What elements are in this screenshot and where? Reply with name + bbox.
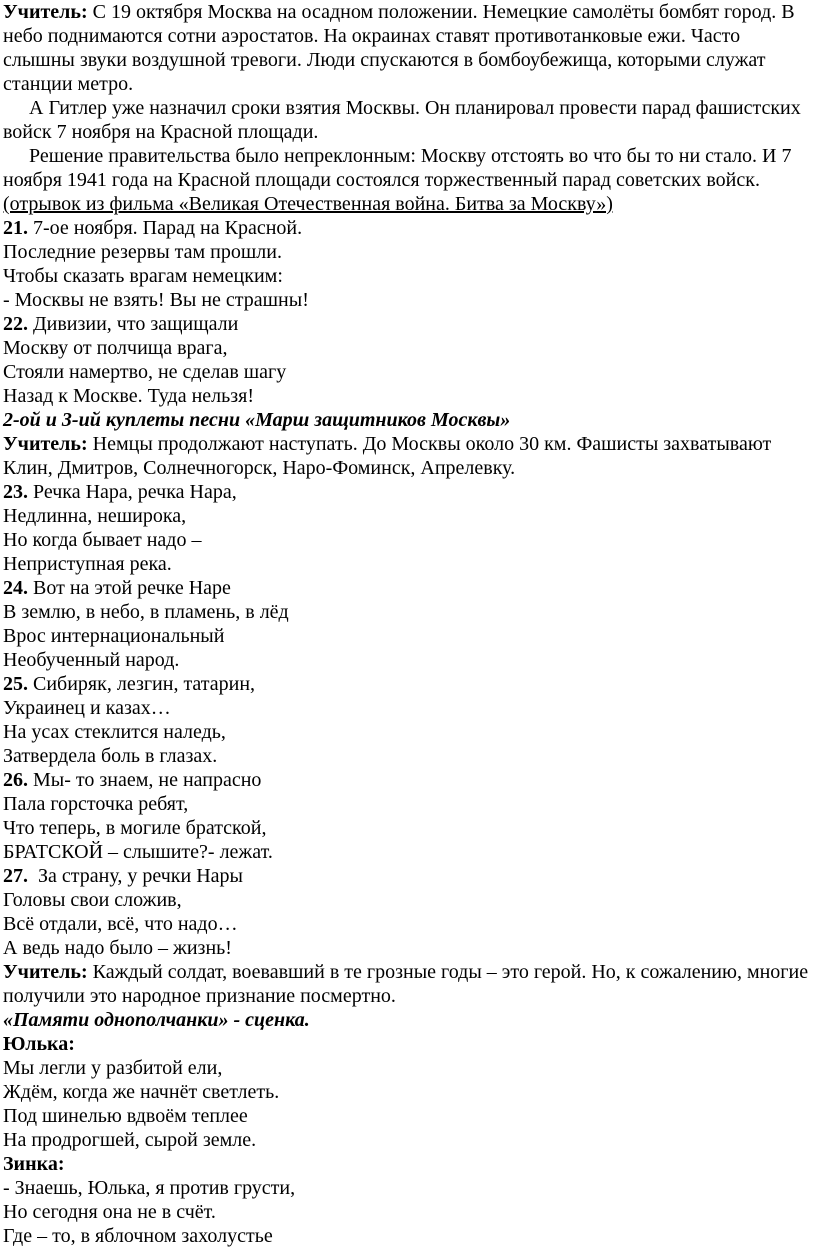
verse-line: Пала горсточка ребят, — [3, 793, 189, 815]
verse-24 — [3, 576, 811, 672]
speaker-label: Учитель: — [3, 433, 88, 455]
verse-27 — [3, 864, 811, 960]
verse-number: 26. — [3, 769, 28, 791]
verse-line: Украинец и казах… — [3, 697, 171, 719]
verse-number: 21. — [3, 217, 28, 239]
verse-line: Под шинелью вдвоём теплее — [3, 1105, 248, 1127]
intro-paragraph-3: Решение правительства было непреклонным: Москву отстоять во что бы то ни стало. И 7 ноября 1941 года на Красной площади состоялся торжественный парад советских войск. — [3, 145, 792, 191]
verse-line: 22. Дивизии, что защищали — [3, 313, 239, 335]
verse-line: 23. Речка Нара, речка Нара, — [3, 481, 237, 503]
scene-title: «Памяти однополчанки» - сценка. — [3, 1009, 310, 1031]
intro-text-1: С 19 октября Москва на осадном положении. Немецкие самолёты бомбят город. В небо поднимаются сотни аэростатов. На окраинах ставят противотанковые ежи. Часто слышны звуки воздушной тревоги. Люди спускаются в бомбоубежища, которыми служат станции метро. — [3, 1, 795, 95]
verse-line: Врос интернациональный — [3, 625, 225, 647]
verse-line: Что теперь, в могиле братской, — [3, 817, 267, 839]
source-note: (отрывок из фильма «Великая Отечественная война. Битва за Москву») — [3, 193, 613, 215]
teacher-paragraph-2: Учитель: Немцы продолжают наступать. До Москвы около 30 км. Фашисты захватывают Клин, Дмитров, Солнечногорск, Наро-Фоминск, Апрелевку. — [3, 433, 772, 479]
verse-number: 23. — [3, 481, 28, 503]
verse-line: 26. Мы- то знаем, не напрасно — [3, 769, 262, 791]
verse-26 — [3, 768, 811, 864]
verse-line: Последние резервы там прошли. — [3, 241, 282, 263]
verse-number: 27. — [3, 865, 28, 887]
verse-line: БРАТСКОЙ – слышите?- лежат. — [3, 841, 273, 863]
verse-line: Но сегодня она не в счёт. — [3, 1201, 216, 1223]
verse-line: 24. Вот на этой речке Наре — [3, 577, 231, 599]
verse-line: 27. За страну, у речки Нары — [3, 865, 243, 887]
verse-line: Неприступная река. — [3, 553, 172, 575]
teacher-paragraph-3: Учитель: Каждый солдат, воевавший в те грозные годы – это герой. Но, к сожалению, многие получили это народное признание посмертно. — [3, 961, 809, 1007]
verse-line: Ждём, когда же начнёт светлеть. — [3, 1081, 280, 1103]
verse-line: Где – то, в яблочном захолустье — [3, 1225, 273, 1247]
character-name: Юлька: — [3, 1033, 75, 1055]
verse-line: Но когда бывает надо – — [3, 529, 202, 551]
song-note: 2-ой и 3-ий куплеты песни «Марш защитников Москвы» — [3, 409, 511, 431]
verse-line: Всё отдали, всё, что надо… — [3, 913, 238, 935]
verse-line: 21. 7-ое ноября. Парад на Красной. — [3, 217, 303, 239]
verse-line: 25. Сибиряк, лезгин, татарин, — [3, 673, 256, 695]
verse-line: Стояли намертво, не сделав шагу — [3, 361, 287, 383]
verse-line: На усах стеклится наледь, — [3, 721, 226, 743]
verse-line: Головы свои сложив, — [3, 889, 182, 911]
verse-line: А ведь надо было – жизнь! — [3, 937, 232, 959]
verse-line: Затвердела боль в глазах. — [3, 745, 218, 767]
verse-line: В землю, в небо, в пламень, в лёд — [3, 601, 289, 623]
verse-line: - Знаешь, Юлька, я против грусти, — [3, 1177, 296, 1199]
speaker-label: Учитель: — [3, 1, 88, 23]
verse-25 — [3, 672, 811, 768]
zinka-part — [3, 1152, 811, 1248]
verse-line: На продрогшей, сырой земле. — [3, 1129, 257, 1151]
verse-line: Чтобы сказать врагам немецким: — [3, 265, 283, 287]
character-name: Зинка: — [3, 1153, 65, 1175]
verse-line: - Москвы не взять! Вы не страшны! — [3, 289, 309, 311]
intro-paragraph-1 — [3, 0, 811, 96]
verse-line: Необученный народ. — [3, 649, 180, 671]
verse-line: Москву от полчища врага, — [3, 337, 228, 359]
intro-paragraph-2: А Гитлер уже назначил сроки взятия Москвы. Он планировал провести парад фашистских войск 7 ноября на Красной площади. — [3, 97, 801, 143]
verse-line: Недлинна, неширока, — [3, 505, 187, 527]
julka-part — [3, 1032, 811, 1152]
verse-21 — [3, 216, 811, 312]
verse-line: Назад к Москве. Туда нельзя! — [3, 385, 255, 407]
verse-number: 22. — [3, 313, 28, 335]
verse-number: 24. — [3, 577, 28, 599]
verse-23 — [3, 480, 811, 576]
verse-number: 25. — [3, 673, 28, 695]
speaker-label: Учитель: — [3, 961, 88, 983]
verse-line: Мы легли у разбитой ели, — [3, 1057, 223, 1079]
verse-22 — [3, 312, 811, 408]
